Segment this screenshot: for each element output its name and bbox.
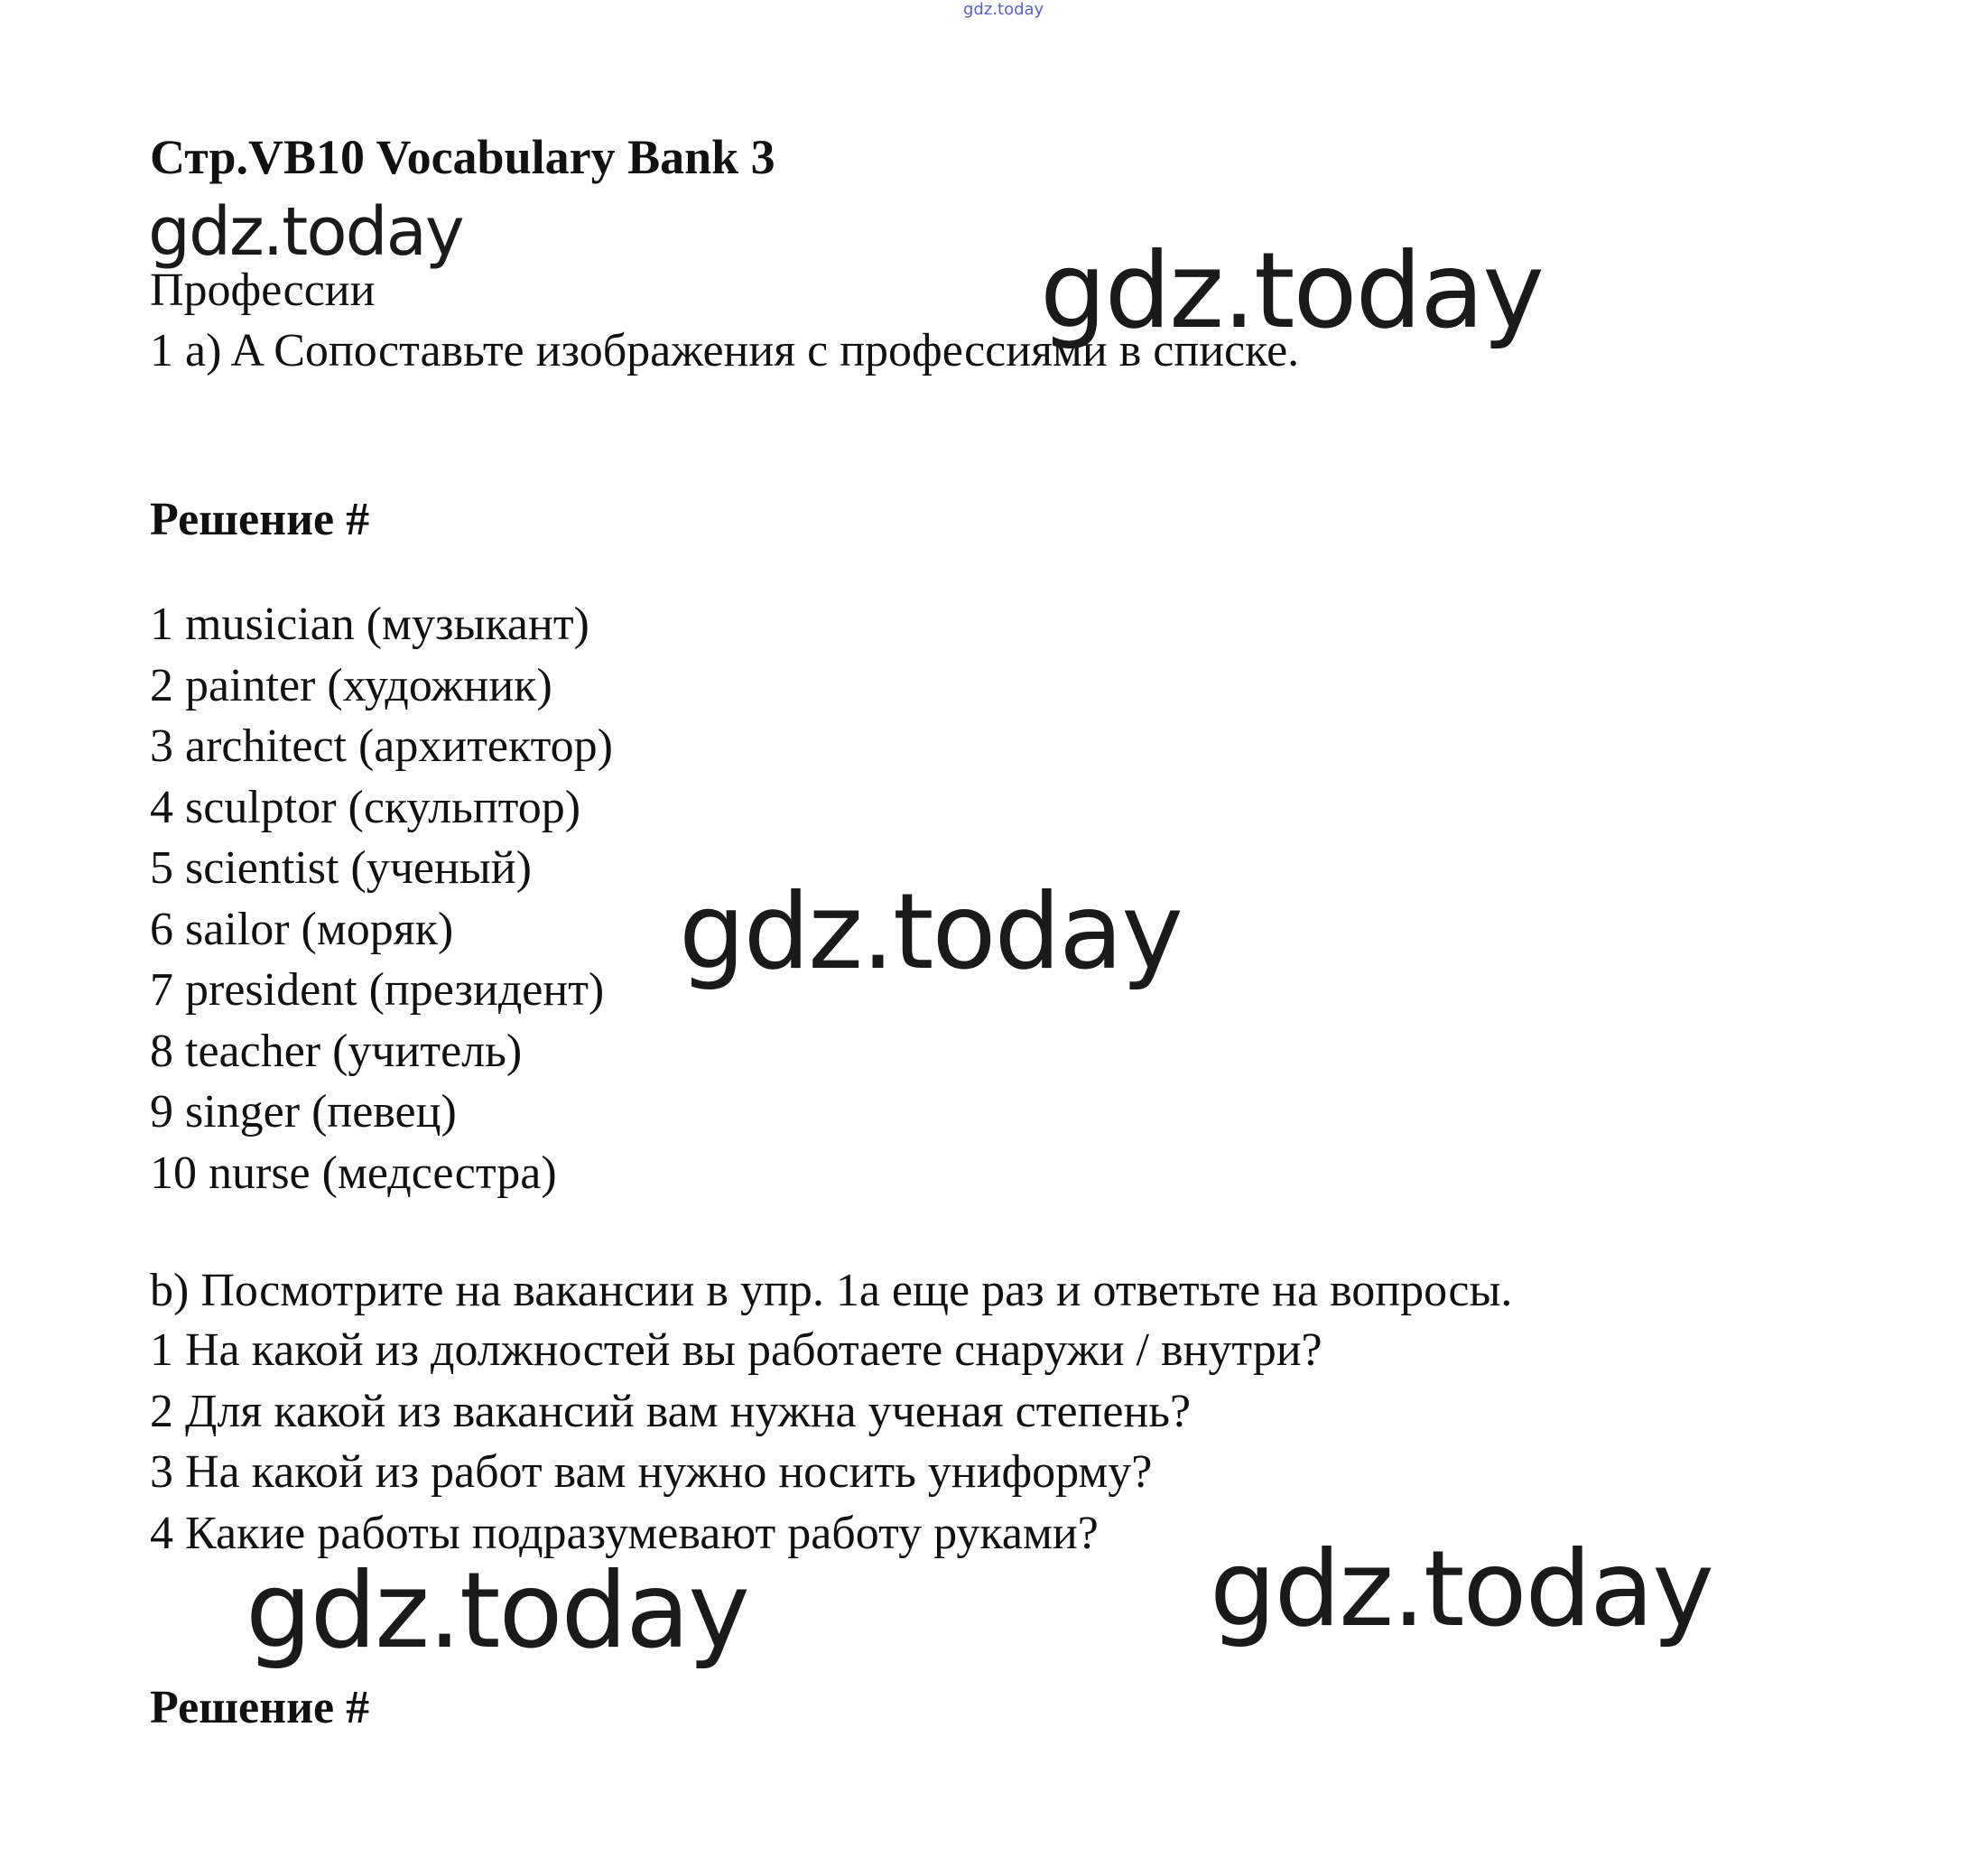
page-title: Стр.VB10 Vocabulary Bank 3 [150, 130, 775, 184]
solution-a-list [150, 594, 613, 1203]
watermark-5: gdz.today [1210, 1528, 1712, 1650]
list-item: 3 architect (архитектор) [150, 720, 613, 772]
task-b-intro: b) Посмотрите на вакансии в упр. 1a еще раз и ответьте на вопросы. [150, 1265, 1513, 1316]
watermark-3: gdz.today [679, 871, 1182, 993]
list-item: 9 singer (певец) [150, 1086, 457, 1138]
solution-b-heading: Решение # [150, 1682, 370, 1733]
list-item: 7 president (президент) [150, 964, 605, 1016]
list-item: 2 Для какой из вакансий вам нужна ученая степень? [150, 1385, 1192, 1437]
task-a-text: 1 a) A Сопоставьте изображения с профессиями в списке. [150, 325, 1300, 376]
solution-a-heading: Решение # [150, 494, 370, 545]
watermark-1: gdz.today [148, 193, 463, 271]
list-item: 3 На какой из работ вам нужно носить униформу? [150, 1446, 1153, 1498]
list-item: 4 sculptor (скульптор) [150, 781, 581, 833]
topic-heading: Профессии [150, 265, 376, 316]
list-item: 8 teacher (учитель) [150, 1025, 523, 1077]
list-item: 10 nurse (медсестра) [150, 1147, 557, 1199]
watermark-4: gdz.today [246, 1550, 748, 1672]
top-watermark: gdz.today [963, 0, 1044, 19]
watermark-2: gdz.today [1040, 230, 1543, 352]
list-item: 1 На какой из должностей вы работаете снаружи / внутри? [150, 1324, 1322, 1376]
list-item: 1 musician (музыкант) [150, 599, 589, 650]
list-item: 4 Какие работы подразумевают работу руками? [150, 1507, 1099, 1559]
list-item: 6 sailor (моряк) [150, 903, 454, 955]
list-item: 5 scientist (ученый) [150, 842, 532, 894]
task-b-questions [150, 1320, 1322, 1564]
list-item: 2 painter (художник) [150, 659, 552, 711]
